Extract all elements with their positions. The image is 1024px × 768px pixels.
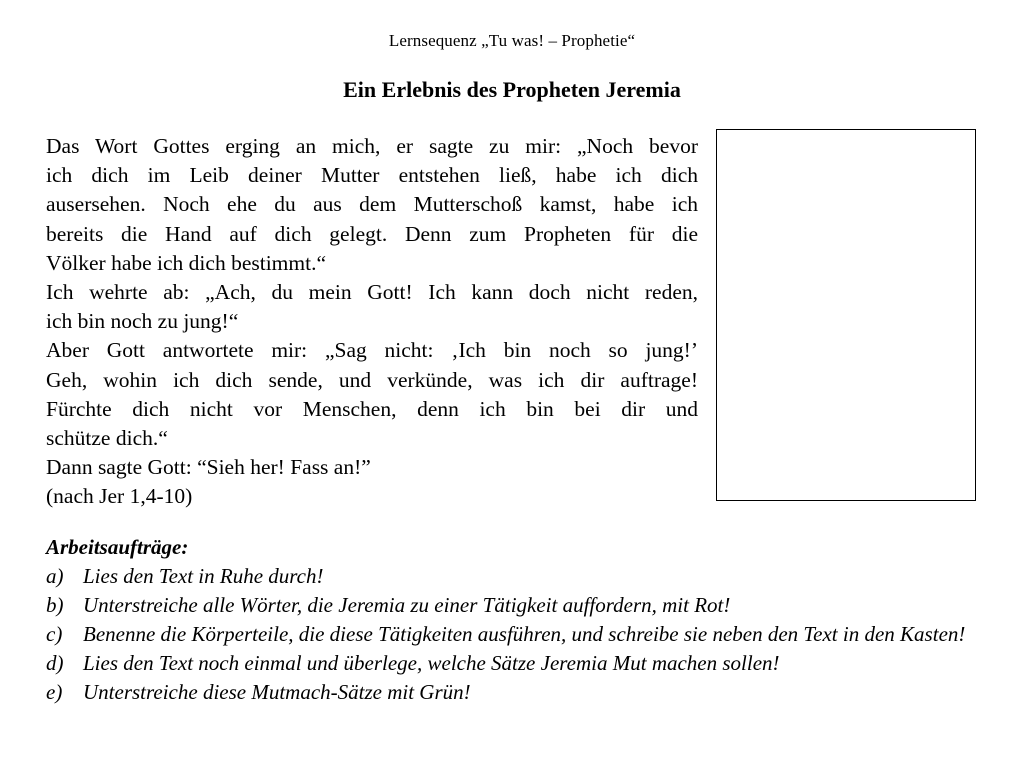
story-line: ausersehen. Noch ehe du aus dem Mutterschoß kamst, habe ich [46,192,698,217]
task-text: Unterstreiche diese Mutmach-Sätze mit Grün! [83,680,471,704]
task-item [46,591,996,620]
answer-box [716,129,976,501]
task-item [46,678,996,707]
story-line: Aber Gott antwortete mir: „Sag nicht: ‚Ich bin noch so jung!’ [46,338,698,363]
story-line: Fürchte dich nicht vor Menschen, denn ich bin bei dir und [46,396,698,421]
task-text: Lies den Text noch einmal und überlege, welche Sätze Jeremia Mut machen sollen! [83,651,780,675]
task-letter: c) [46,622,63,646]
task-letter: e) [46,680,63,704]
story-line: Dann sagte Gott: “Sieh her! Fass an!” [46,455,371,480]
task-list [46,533,996,707]
task-letter: b) [46,593,64,617]
task-item [46,562,996,591]
story-line: schütze dich.“ [46,426,168,451]
task-letter: d) [46,651,64,675]
task-text: Lies den Text in Ruhe durch! [83,564,324,588]
task-item [46,620,996,649]
page-title: Ein Erlebnis des Propheten Jeremia [343,77,681,102]
task-letter: a) [46,564,64,588]
story-line: ich dich im Leib deiner Mutter entstehen ließ, habe ich dich [46,163,698,188]
story-line: Ich wehrte ab: „Ach, du mein Gott! Ich kann doch nicht reden, [46,280,698,305]
story-line: bereits die Hand auf dich gelegt. Denn zum Propheten für die [46,221,698,246]
story-line: Geh, wohin ich dich sende, und verkünde, was ich dir auftrage! [46,367,698,392]
story-line: Das Wort Gottes erging an mich, er sagte zu mir: „Noch bevor [46,134,698,158]
story-line: (nach Jer 1,4-10) [46,484,193,509]
story-text [46,132,698,512]
task-text: Benenne die Körperteile, die diese Tätigkeiten ausführen, und schreibe sie neben den Text in den Kasten! [83,622,966,646]
task-item [46,649,996,678]
story-line: ich bin noch zu jung!“ [46,309,239,334]
task-text: Unterstreiche alle Wörter, die Jeremia zu einer Tätigkeit auffordern, mit Rot! [83,593,731,617]
tasks-heading: Arbeitsaufträge: [46,535,189,559]
story-line: Völker habe ich dich bestimmt.“ [46,250,327,275]
page-header: Lernsequenz „Tu was! – Prophetie“ [388,31,636,50]
